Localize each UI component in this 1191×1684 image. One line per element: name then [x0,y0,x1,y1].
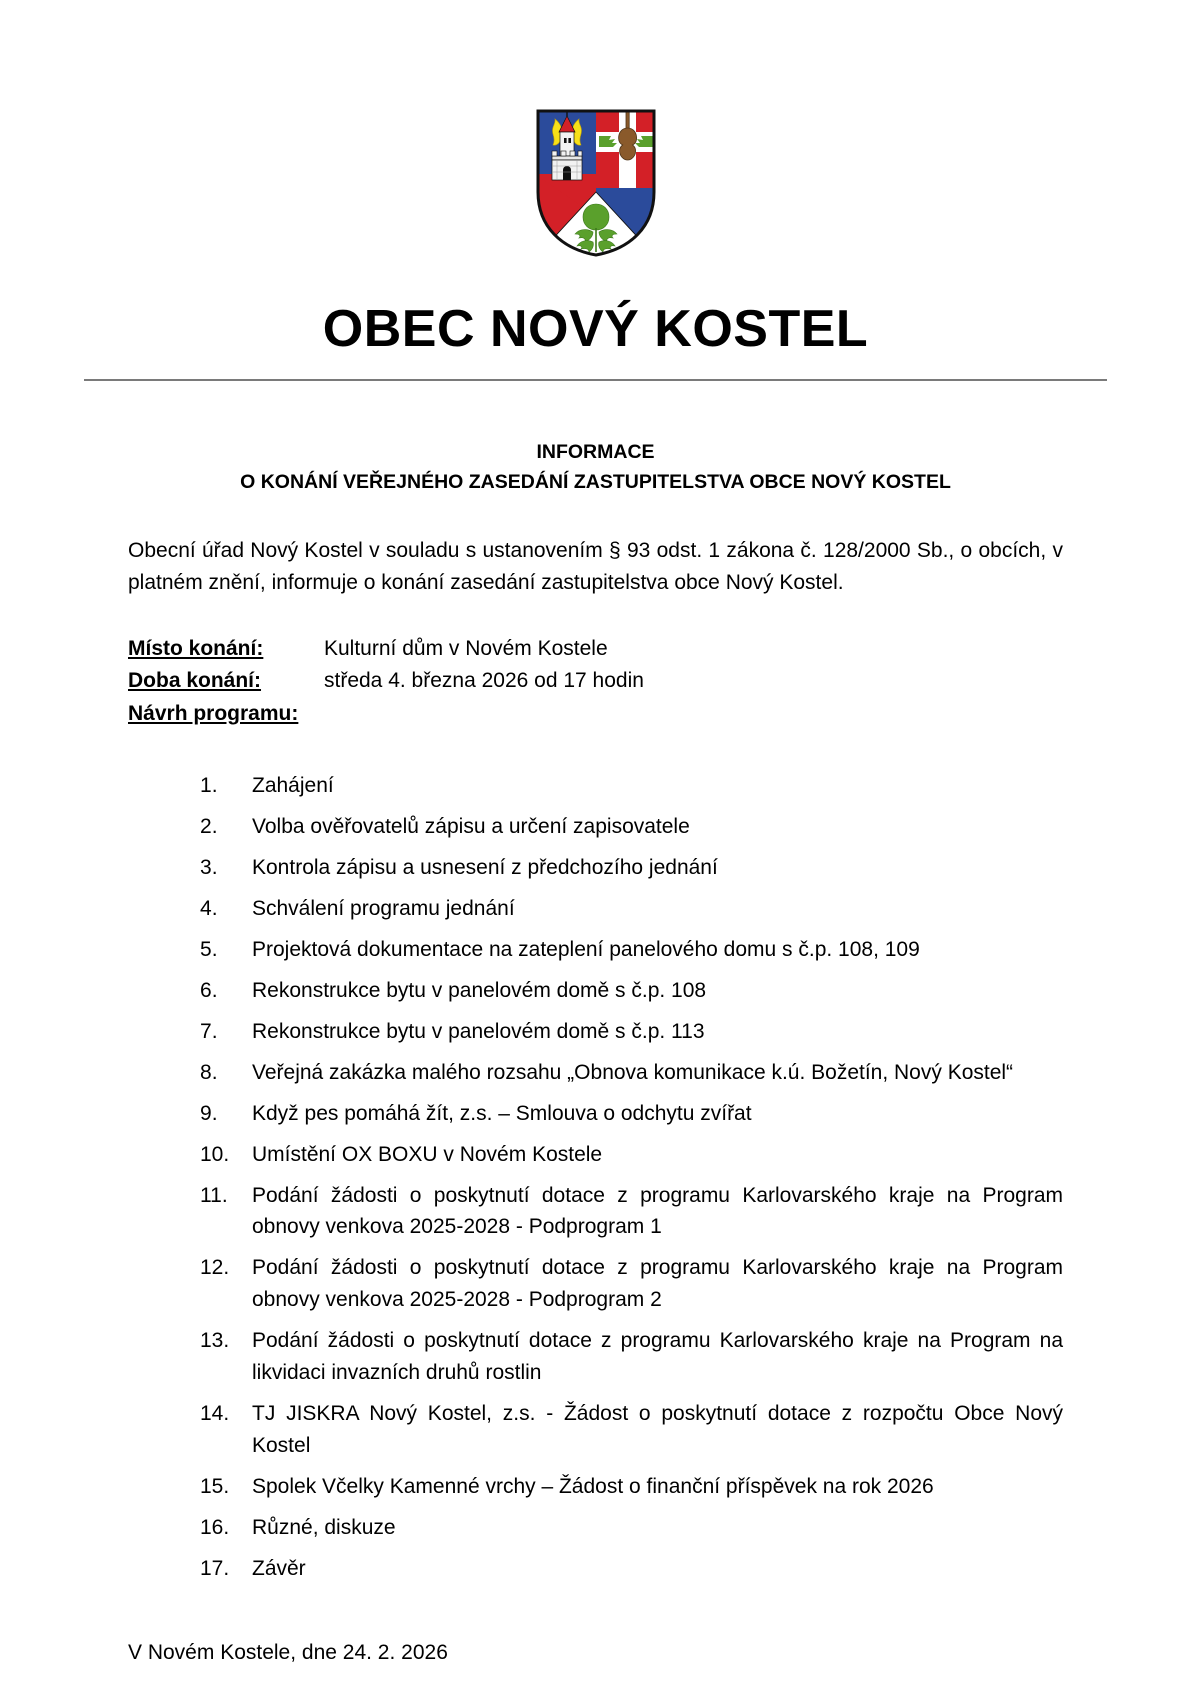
coat-of-arms-icon [535,108,657,258]
list-item: Rekonstrukce bytu v panelovém domě s č.p. 108 [252,979,707,1003]
document-body [0,535,1191,1668]
title-block [0,302,1191,381]
heading-subject: O KONÁNÍ VEŘEJNÉHO ZASEDÁNÍ ZASTUPITELSTVA OBCE NOVÝ KOSTEL [240,470,951,493]
list-item: TJ JISKRA Nový Kostel, z.s. - Žádost o poskytnutí dotace z rozpočtu Obce Nový Kostel [252,1401,1063,1457]
list-item: Kontrola zápisu a usnesení z předchozího jednání [252,856,718,880]
list-item: Závěr [252,1556,306,1580]
list-item: Podání žádosti o poskytnutí dotace z programu Karlovarského kraje na Program obnovy venkova 2025-2028 - Podprogram 2 [252,1256,1063,1312]
list-item: Různé, diskuze [252,1515,396,1539]
coat-of-arms-container [0,0,1191,258]
time-label: Doba konání: [128,669,262,693]
intro-paragraph: Obecní úřad Nový Kostel v souladu s ustanovením § 93 odst. 1 zákona č. 128/2000 Sb., o obcích, v platném znění, informuje o konání zasedání zastupitelstva obce Nový Kostel. [128,539,1063,594]
list-item: Rekonstrukce bytu v panelovém domě s č.p. 113 [252,1019,705,1043]
detail-row-place [128,633,1063,666]
list-item: Volba ověřovatelů zápisu a určení zapisovatele [252,815,690,839]
closing-line: V Novém Kostele, dne 24. 2. 2026 [128,1640,448,1664]
programme-list [128,770,1063,1584]
page-title: OBEC NOVÝ KOSTEL [322,300,869,358]
list-item: Spolek Včelky Kamenné vrchy – Žádost o finanční příspěvek na rok 2026 [252,1474,934,1498]
list-item: Podání žádosti o poskytnutí dotace z programu Karlovarského kraje na Program obnovy venkova 2025-2028 - Podprogram 1 [252,1183,1063,1239]
list-item: Umístění OX BOXU v Novém Kostele [252,1142,603,1166]
detail-row-time [128,665,1063,698]
list-item: Projektová dokumentace na zateplení panelového domu s č.p. 108, 109 [252,938,920,962]
list-item: Zahájení [252,774,334,798]
programme-label: Návrh programu: [128,701,299,725]
title-divider [84,379,1107,381]
time-value: středa 4. března 2026 od 17 hodin [324,669,644,693]
list-item: Veřejná zakázka malého rozsahu „Obnova komunikace k.ú. Božetín, Nový Kostel“ [252,1060,1014,1084]
heading-informace: INFORMACE [536,440,655,463]
detail-row-programme [128,698,1063,731]
meeting-details [128,633,1063,731]
list-item: Schválení programu jednání [252,897,515,921]
place-value: Kulturní dům v Novém Kostele [324,636,608,660]
list-item: Podání žádosti o poskytnutí dotace z programu Karlovarského kraje na Program na likvidaci invazních druhů rostlin [252,1329,1063,1385]
list-item: Když pes pomáhá žít, z.s. – Smlouva o odchytu zvířat [252,1101,752,1125]
place-label: Místo konání: [128,636,264,660]
